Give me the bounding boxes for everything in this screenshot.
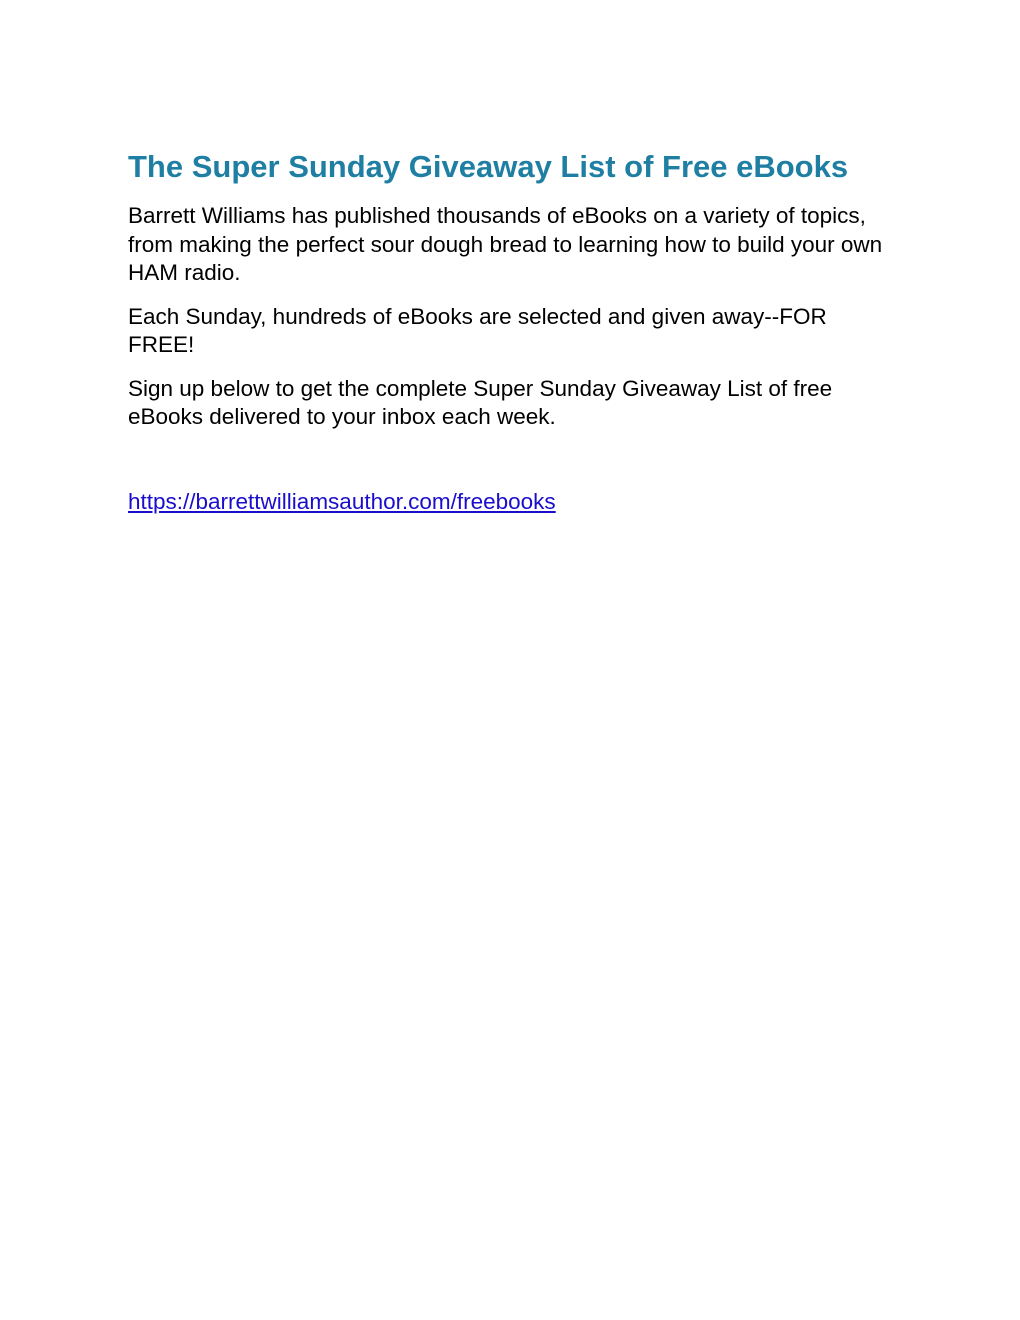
signup-paragraph: Sign up below to get the complete Super Sunday Giveaway List of free eBooks delivered to your inbox each week.	[128, 375, 833, 429]
document-title: The Super Sunday Giveaway List of Free eBooks	[128, 149, 849, 184]
document-page	[128, 148, 898, 516]
link-container	[128, 488, 898, 517]
giveaway-paragraph: Each Sunday, hundreds of eBooks are selected and given away--FOR FREE!	[128, 303, 827, 357]
intro-paragraph: Barrett Williams has published thousands of eBooks on a variety of topics, from making the perfect sour dough bread to learning how to build your own HAM radio.	[128, 203, 883, 285]
freebooks-link[interactable]: https://barrettwilliamsauthor.com/freebooks	[128, 488, 556, 514]
